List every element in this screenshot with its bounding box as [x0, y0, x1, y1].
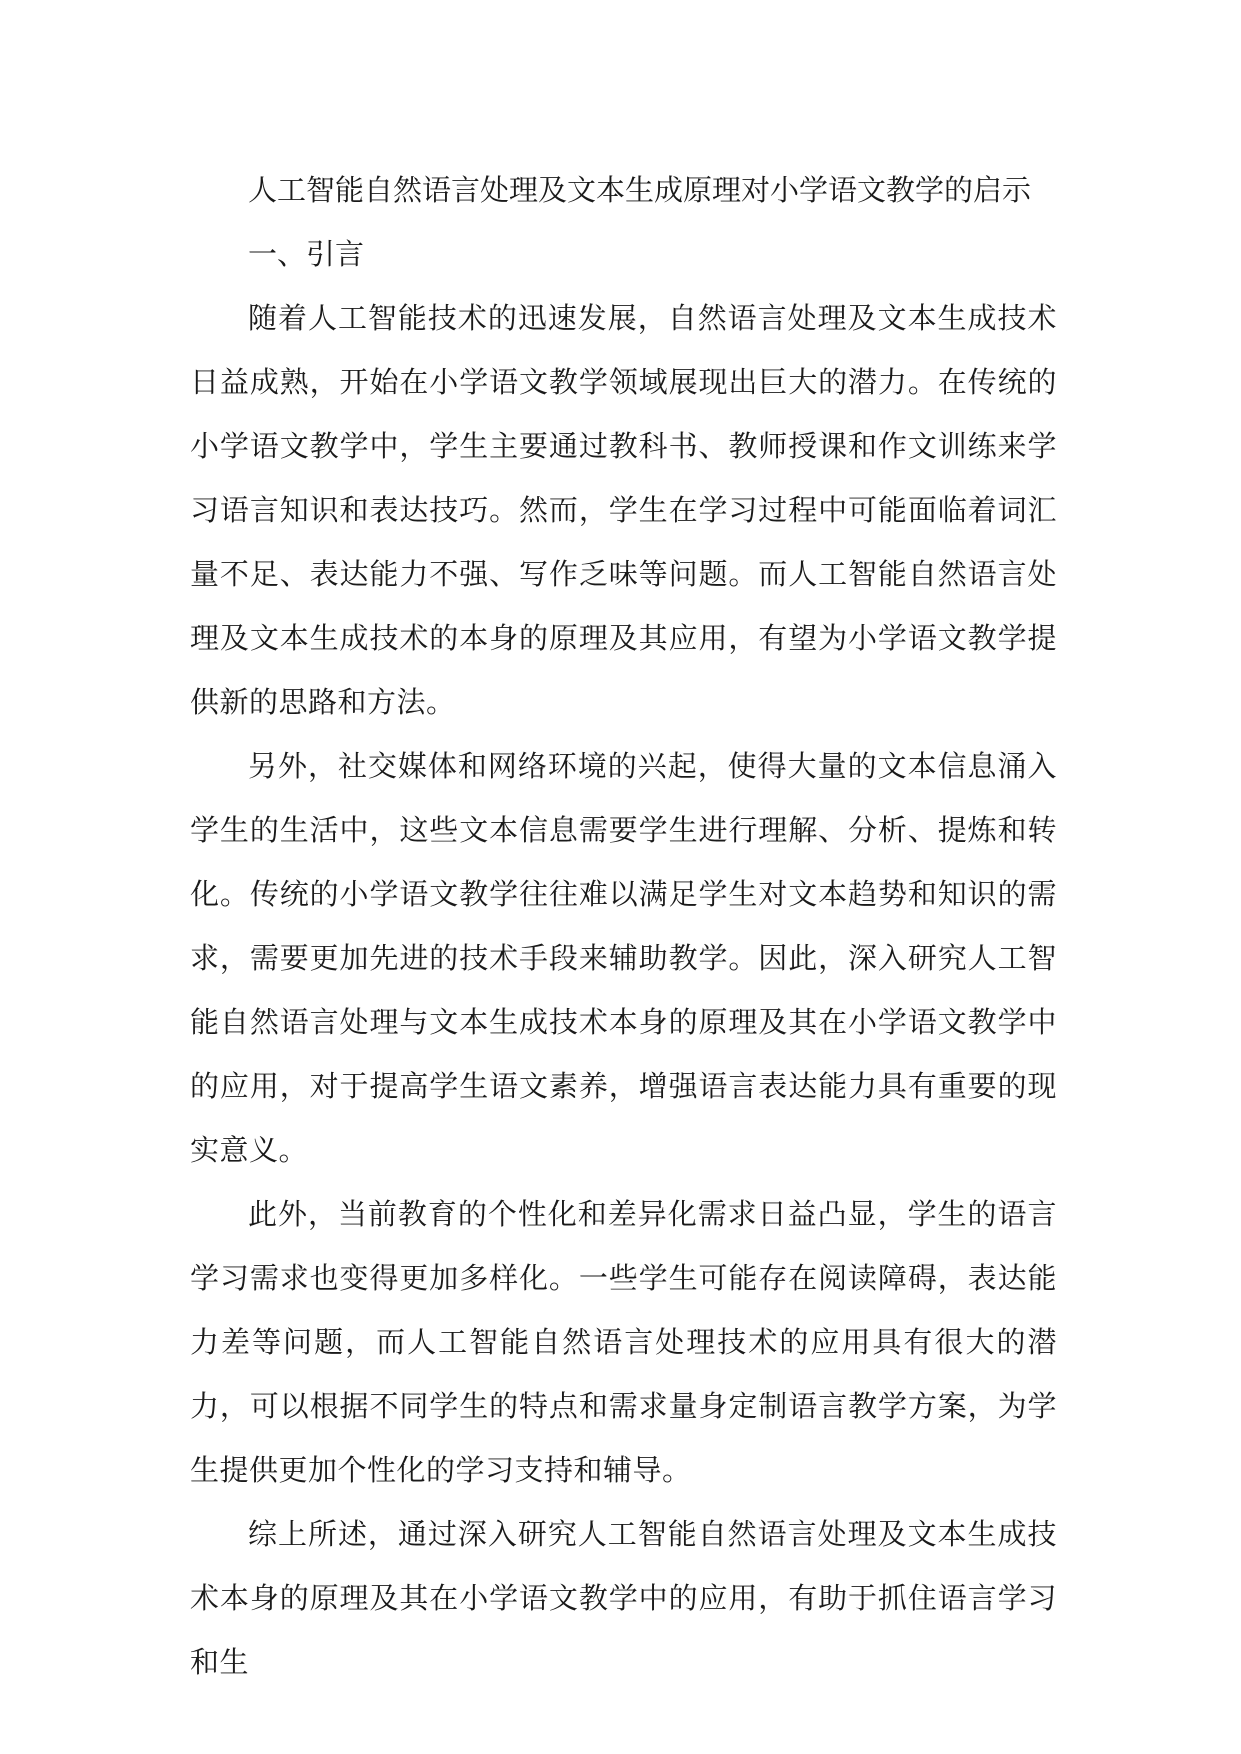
document-title: 人工智能自然语言处理及文本生成原理对小学语文教学的启示	[248, 173, 1032, 207]
paragraph-3: 此外，当前教育的个性化和差异化需求日益凸显，学生的语言学习需求也变得更加多样化。一些学生可能存在阅读障碍，表达能力差等问题，而人工智能自然语言处理技术的应用具有很大的潜力，可以根据不同学生的特点和需求量身定制语言教学方案，为学生提供更加个性化的学习支持和辅导。	[190, 1197, 1057, 1487]
paragraph-2: 另外，社交媒体和网络环境的兴起，使得大量的文本信息涌入学生的生活中，这些文本信息需要学生进行理解、分析、提炼和转化。传统的小学语文教学往往难以满足学生对文本趋势和知识的需求，需要更加先进的技术手段来辅助教学。因此，深入研究人工智能自然语言处理与文本生成技术本身的原理及其在小学语文教学中的应用，对于提高学生语文素养，增强语言表达能力具有重要的现实意义。	[190, 749, 1057, 1167]
document-body	[190, 158, 1057, 1694]
section-heading: 一、引言	[248, 237, 365, 271]
paragraph-4: 综上所述，通过深入研究人工智能自然语言处理及文本生成技术本身的原理及其在小学语文教学中的应用，有助于抓住语言学习和生	[190, 1517, 1057, 1679]
paragraph-1: 随着人工智能技术的迅速发展，自然语言处理及文本生成技术日益成熟，开始在小学语文教学领域展现出巨大的潜力。在传统的小学语文教学中，学生主要通过教科书、教师授课和作文训练来学习语言知识和表达技巧。然而，学生在学习过程中可能面临着词汇量不足、表达能力不强、写作乏味等问题。而人工智能自然语言处理及文本生成技术的本身的原理及其应用，有望为小学语文教学提供新的思路和方法。	[190, 301, 1057, 719]
